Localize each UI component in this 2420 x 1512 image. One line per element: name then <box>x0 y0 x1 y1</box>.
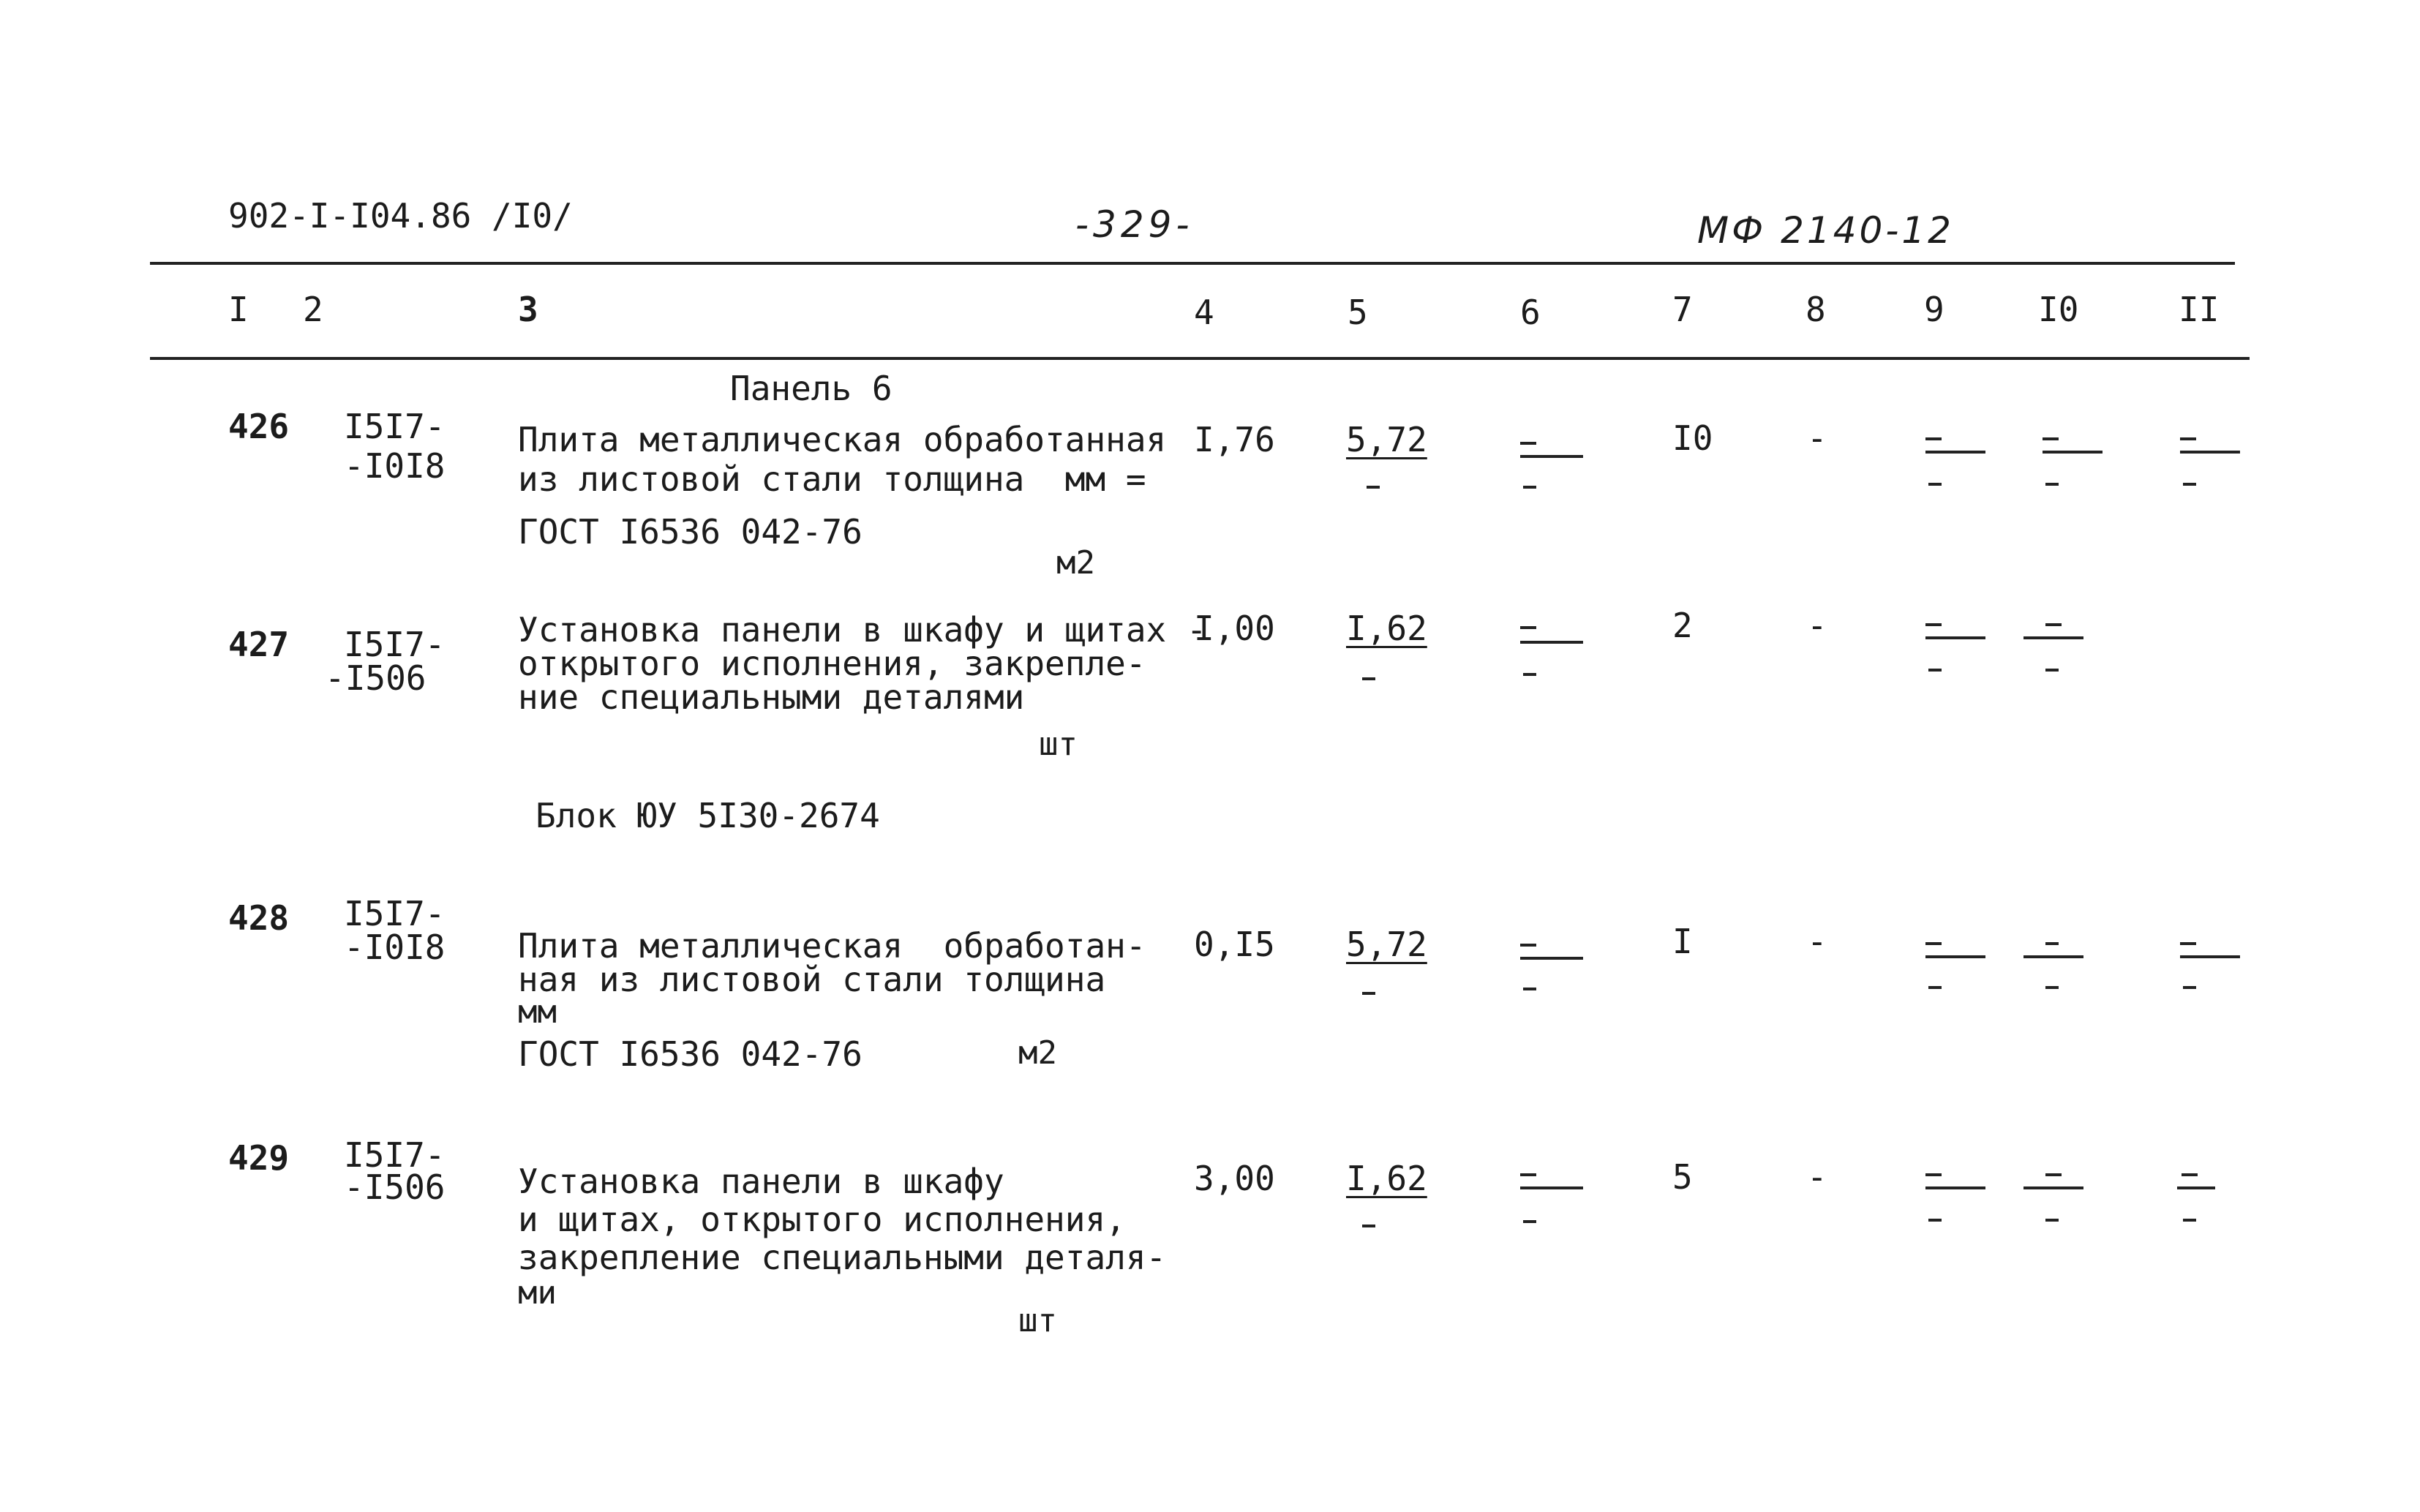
row-code-line-2: -I0I8 <box>344 928 446 967</box>
column-header-11: II <box>2179 290 2220 329</box>
row-description-line-1: Плита металлическая обработанная <box>518 420 1167 459</box>
row-quantity: 3,00 <box>1194 1159 1275 1198</box>
row-code-line-2: -I506 <box>325 658 426 698</box>
price-dash-below <box>1367 486 1380 489</box>
col10-dash-below <box>2045 483 2059 486</box>
row-col8-value: - <box>1807 1157 1827 1197</box>
header-top-rule <box>150 262 2235 265</box>
col11-dash-top <box>2180 942 2196 945</box>
col10-dash-below <box>2045 986 2059 989</box>
col9-dash-line <box>1925 955 1985 958</box>
col10-dash-line <box>2023 636 2083 639</box>
row-code-line-2: -I0I8 <box>344 446 446 486</box>
document-code: 902-I-I04.86 /I0/ <box>228 196 573 236</box>
col6-dash-below <box>1523 673 1536 676</box>
row-code-line-1: I5I7- <box>344 407 446 446</box>
column-header-10: I0 <box>2038 290 2079 329</box>
column-header-9: 9 <box>1924 290 1944 329</box>
row-quantity: I,00 <box>1194 609 1275 648</box>
row-description-line-2: открытого исполнения, закрепле- <box>518 644 1146 683</box>
column-header-3: 3 <box>518 290 538 329</box>
col6-dash-line <box>1520 957 1583 960</box>
col9-dash-top <box>1925 1173 1942 1176</box>
col6-dash-line <box>1520 455 1583 458</box>
row-description-line-3: закрепление специальными деталя- <box>518 1238 1167 1277</box>
col10-dash-below <box>2045 1219 2059 1222</box>
row-number: 427 <box>228 625 290 664</box>
column-header-7: 7 <box>1672 290 1693 329</box>
row-unit: м2 <box>1018 1034 1057 1072</box>
row-col7-value: I0 <box>1672 418 1713 458</box>
col9-dash-line <box>1925 1186 1985 1189</box>
row-price: I,62 <box>1346 1159 1427 1198</box>
row-number: 428 <box>228 898 290 938</box>
column-header-4: 4 <box>1194 293 1214 332</box>
col11-dash-below <box>2183 483 2196 486</box>
price-dash-below <box>1362 677 1375 680</box>
row-col7-value: 2 <box>1672 606 1693 645</box>
col6-dash-top <box>1520 944 1536 947</box>
column-header-6: 6 <box>1520 293 1541 332</box>
col9-dash-top <box>1925 942 1942 945</box>
row-number: 429 <box>228 1138 290 1178</box>
col6-dash-top <box>1520 442 1536 445</box>
row-col8-value: - <box>1807 922 1827 961</box>
row-description-line-1: Установка панели в шкафу <box>518 1162 1004 1201</box>
row-col7-value: I <box>1672 922 1693 961</box>
section-title-block: Блок ЮУ 5I30-2674 <box>536 796 880 835</box>
column-header-2: 2 <box>303 290 323 329</box>
row-col7-value: 5 <box>1672 1157 1693 1197</box>
row-description-line-3: ние специальными деталями <box>518 677 1025 717</box>
handwritten-reference: МФ 2140-12 <box>1697 209 1954 252</box>
row-col8-value: - <box>1807 418 1827 458</box>
col10-dash-line <box>2043 451 2103 454</box>
column-header-8: 8 <box>1805 290 1826 329</box>
col9-dash-below <box>1928 1219 1942 1222</box>
section-title-panel: Панель 6 <box>730 369 893 408</box>
row-description-line-3: ГОСТ I6536 042-76 <box>518 512 863 552</box>
row-description-line-4: ГОСТ I6536 042-76 <box>518 1034 863 1074</box>
row-description-line-2: из листовой стали толщина мм = <box>518 459 1146 499</box>
row-code-line-1: I5I7- <box>344 894 446 933</box>
col6-dash-below <box>1523 486 1536 489</box>
price-dash-below <box>1362 992 1375 995</box>
col9-dash-top <box>1925 623 1942 626</box>
col11-dash-line <box>2180 955 2240 958</box>
col11-dash-below <box>2183 986 2196 989</box>
col11-dash-line <box>2180 451 2240 454</box>
row-description-line-1: Плита металлическая обработан- <box>518 926 1146 966</box>
price-dash-below <box>1362 1225 1375 1227</box>
col9-dash-below <box>1928 669 1942 672</box>
column-header-5: 5 <box>1348 293 1368 332</box>
row-price: 5,72 <box>1346 420 1427 459</box>
row-code-line-1: I5I7- <box>344 1135 446 1175</box>
row-description-line-2: и щитах, открытого исполнения, <box>518 1200 1126 1239</box>
row-col8-value: - <box>1807 606 1827 645</box>
col10-dash-line <box>2023 955 2083 958</box>
col10-dash-line <box>2023 1186 2083 1189</box>
header-bottom-rule <box>150 357 2250 360</box>
row-code-line-1: I5I7- <box>344 625 446 664</box>
row-description-line-2: ная из листовой стали толщина <box>518 960 1106 999</box>
col6-dash-top <box>1520 626 1536 629</box>
row-unit: шт <box>1039 726 1078 763</box>
row-quantity: I,76 <box>1194 420 1275 459</box>
col6-dash-line <box>1520 1186 1583 1189</box>
col10-dash-top <box>2043 437 2059 440</box>
row-unit: м2 <box>1056 544 1095 582</box>
col10-dash-top <box>2045 623 2062 626</box>
row-price: I,62 <box>1346 609 1427 648</box>
col6-dash-line <box>1520 641 1583 644</box>
col10-dash-below <box>2045 669 2059 672</box>
row-code-line-2: -I506 <box>344 1167 446 1207</box>
row-description-line-4: ми <box>518 1274 557 1312</box>
row-number: 426 <box>228 407 290 446</box>
col9-dash-below <box>1928 986 1942 989</box>
col9-dash-line <box>1925 636 1985 639</box>
col10-dash-top <box>2045 942 2059 945</box>
col11-dash-below <box>2183 1219 2196 1222</box>
col11-dash-top <box>2180 437 2196 440</box>
col9-dash-line <box>1925 451 1985 454</box>
col6-dash-below <box>1523 988 1536 990</box>
col6-dash-top <box>1520 1173 1536 1176</box>
column-header-1: I <box>228 290 249 329</box>
row-description-line-3: мм <box>518 993 557 1031</box>
row-price: 5,72 <box>1346 925 1427 964</box>
col9-dash-top <box>1925 437 1942 440</box>
col6-dash-below <box>1523 1220 1536 1223</box>
col11-dash-line <box>2177 1186 2215 1189</box>
col9-dash-below <box>1928 483 1942 486</box>
col10-dash-top <box>2045 1173 2062 1176</box>
page-number: -329- <box>1075 203 1194 246</box>
col11-dash-top <box>2182 1173 2198 1176</box>
row-description-line-1: Установка панели в шкафу и щитах - <box>518 610 1207 650</box>
row-quantity: 0,I5 <box>1194 925 1275 964</box>
row-unit: шт <box>1018 1302 1057 1339</box>
